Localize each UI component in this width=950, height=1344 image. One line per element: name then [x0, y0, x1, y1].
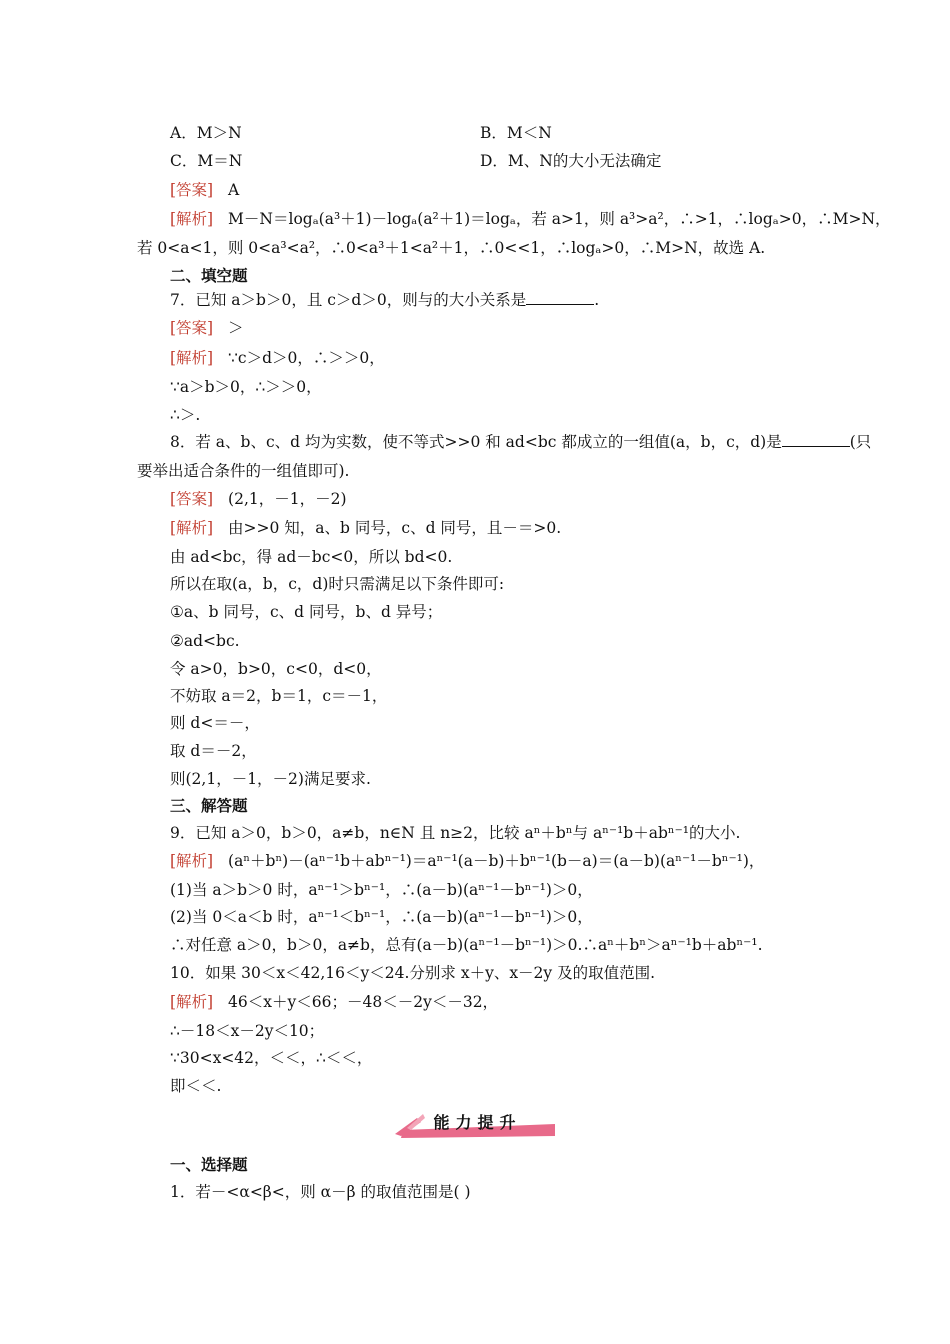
q8-analysis-line-9: 取 d＝－2， [170, 742, 257, 760]
q7-question-end: . [594, 291, 600, 309]
q9-analysis-line-4: ∴对任意 a＞0，b＞0，a≠b，总有(a－b)(aⁿ⁻¹－bⁿ⁻¹)＞0.∴aⁿ＋bⁿ＞aⁿ⁻¹b＋abⁿ⁻¹. [170, 936, 763, 954]
answer-tag: [答案] [170, 181, 214, 199]
q8-analysis-line-10: 则(2,1，－1，－2)满足要求. [170, 770, 371, 788]
answer-text: (2,1，－1，－2) [228, 490, 347, 508]
analysis-text: (aⁿ＋bⁿ)－(aⁿ⁻¹b＋abⁿ⁻¹)＝aⁿ⁻¹(a－b)＋bⁿ⁻¹(b－a)＝(a－b)(aⁿ⁻¹－bⁿ⁻¹)， [228, 852, 765, 870]
q8-analysis-line-3: 所以在取(a，b，c，d)时只需满足以下条件即可: [170, 575, 505, 593]
section-choice-heading: 一、选择题 [170, 1155, 248, 1174]
analysis-tag: [解析] [170, 210, 214, 228]
answer-blank [782, 432, 850, 447]
answer-tag: [答案] [170, 319, 214, 337]
q8-analysis-line-1 [170, 518, 561, 538]
q6-analysis-line-2: 若 0<a<1，则 0<a³<a²，∴0<a³＋1<a²＋1，∴0<<1，∴logₐ>0，∴M>N，故选 A. [137, 239, 766, 257]
answer-text: ＞ [228, 319, 244, 337]
q8-question-line-1 [170, 432, 871, 452]
q7-analysis-line-1 [170, 348, 385, 368]
ability-banner [395, 1104, 560, 1138]
q10-question: 10．如果 30＜x＜42,16＜y＜24.分别求 x＋y、x－2y 及的取值范围. [170, 964, 656, 982]
q8-analysis-line-2: 由 ad<bc，得 ad－bc<0，所以 bd<0. [170, 548, 453, 566]
analysis-tag: [解析] [170, 852, 214, 870]
option-a: A．M＞N [170, 124, 242, 142]
option-b: B．M＜N [480, 124, 552, 142]
q10-analysis-line-1 [170, 992, 498, 1012]
analysis-tag: [解析] [170, 993, 214, 1011]
q10-analysis-line-3: ∵30<x<42，＜＜，∴＜＜， [170, 1049, 373, 1067]
section-fill-blank-heading: 二、填空题 [170, 266, 248, 285]
q9-analysis-line-2: (1)当 a＞b＞0 时，aⁿ⁻¹＞bⁿ⁻¹，∴(a－b)(aⁿ⁻¹－bⁿ⁻¹)＞0， [170, 881, 593, 899]
q7-analysis-line-2: ∵a＞b＞0，∴＞＞0， [170, 378, 322, 396]
analysis-tag: [解析] [170, 349, 214, 367]
analysis-tag: [解析] [170, 519, 214, 537]
q6-analysis-line-1 [170, 209, 891, 229]
q9-analysis-line-1 [170, 851, 764, 871]
analysis-text: 由>>0 知，a、b 同号，c、d 同号，且－＝>0. [228, 519, 562, 537]
q8-answer [170, 489, 347, 509]
q7-question [170, 290, 599, 310]
option-d: D．M、N的大小无法确定 [480, 152, 662, 170]
q8-question-end: (只 [849, 433, 872, 451]
q8-analysis-line-7: 不妨取 a＝2，b＝1，c＝－1， [170, 687, 388, 705]
q7-answer [170, 318, 244, 338]
q7-analysis-line-3: ∴＞. [170, 406, 201, 424]
answer-tag: [答案] [170, 490, 214, 508]
analysis-text: 46＜x＋y＜66；－48＜－2y＜－32， [228, 993, 499, 1011]
answer-text: A [228, 181, 240, 199]
q8-analysis-line-4: ①a、b 同号，c、d 同号，b、d 异号； [170, 603, 443, 621]
section-answer-heading: 三、解答题 [170, 796, 248, 815]
q10-analysis-line-2: ∴－18＜x－2y＜10； [170, 1022, 325, 1040]
q10-analysis-line-4: 即＜＜. [170, 1077, 222, 1095]
q9-analysis-line-3: (2)当 0＜a＜b 时，aⁿ⁻¹＜bⁿ⁻¹，∴(a－b)(aⁿ⁻¹－bⁿ⁻¹)＞0， [170, 908, 593, 926]
q8-question-text: 8．若 a、b、c、d 均为实数，使不等式>>0 和 ad<bc 都成立的一组值(a，b，c，d)是 [170, 433, 782, 451]
q8-analysis-line-5: ②ad<bc. [170, 632, 240, 650]
analysis-text: ∵c＞d＞0，∴＞＞0， [228, 349, 385, 367]
q7-question-text: 7．已知 a＞b＞0，且 c＞d＞0，则与的大小关系是 [170, 291, 527, 309]
q8-analysis-line-8: 则 d<＝－， [170, 714, 260, 732]
q1-question: 1．若－<α<β<，则 α－β 的取值范围是( ) [170, 1183, 471, 1201]
analysis-text: M－N＝logₐ(a³＋1)－logₐ(a²＋1)＝logₐ，若 a>1，则 a³>a²，∴>1，∴logₐ>0，∴M>N， [228, 210, 891, 228]
q8-question-line-2: 要举出适合条件的一组值即可). [137, 462, 350, 480]
q8-analysis-line-6: 令 a>0，b>0，c<0，d<0， [170, 660, 382, 678]
q6-answer [170, 180, 239, 200]
option-c: C．M＝N [170, 152, 243, 170]
banner-title: 能力提升 [433, 1113, 522, 1132]
q9-question: 9．已知 a＞0，b＞0，a≠b，n∈N 且 n≥2，比较 aⁿ＋bⁿ与 aⁿ⁻¹b＋abⁿ⁻¹的大小. [170, 824, 741, 842]
answer-blank [526, 290, 594, 305]
